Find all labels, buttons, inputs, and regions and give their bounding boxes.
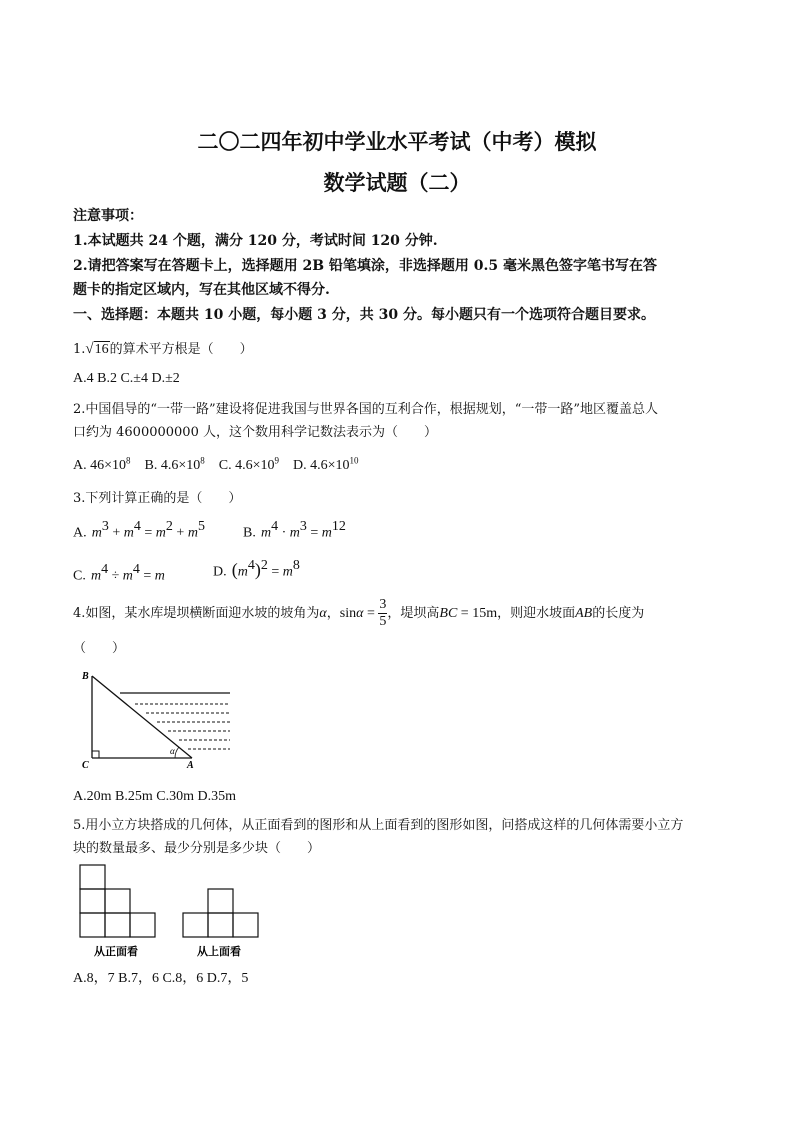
- q5-line-1: 5.用小立方块搭成的几何体，从正面看到的图形和从上面看到的图形如图，问搭成这样的几何体需要小立方: [73, 818, 684, 833]
- q2-line-1: 2.中国倡导的“一带一路”建设将促进我国与世界各国的互利合作，根据规划，“一带一路”地区覆盖总人: [73, 402, 658, 417]
- q2-line-2: 口约为 4600000000 人，这个数用科学记数法表示为（ ）: [73, 425, 437, 440]
- point-b-label: B: [82, 671, 89, 682]
- angle-alpha-label: α: [170, 746, 175, 756]
- q4-fraction: $\frac{3}{5}$: [379, 597, 387, 629]
- q2-option-c: C. $4.6\times 10^9$: [218, 455, 279, 473]
- q1-options: A.4 B.2 C.±4 D.±2: [73, 371, 180, 386]
- notes-item-2-cont: 题卡的指定区域内，写在其他区域不得分.: [73, 282, 330, 298]
- front-view-caption: 从正面看: [94, 945, 138, 958]
- notes-item-1: 1.本试题共 24 个题，满分 120 分，考试时间 120 分钟.: [73, 233, 438, 249]
- q3-option-b: B. $m^4 \cdot m^3 = m^{12}$: [243, 519, 346, 541]
- cube-views-figure: [76, 862, 276, 960]
- q2-option-b: B. $4.6\times 10^8$: [144, 455, 205, 473]
- q5-options: A.8，7 B.7，6 C.8，6 D.7，5: [73, 971, 249, 986]
- dam-cross-section-figure: [78, 666, 238, 770]
- q5-line-2: 块的数量最多、最少分别是多少块（ ）: [73, 841, 321, 856]
- exam-title: 二〇二四年初中学业水平考试（中考）模拟: [197, 129, 597, 154]
- q2-options: [73, 455, 359, 474]
- q3-option-d: D. $(m^4)^2 = m^8$: [213, 558, 300, 580]
- q1-radicand: 16: [94, 342, 109, 357]
- q2-option-d: D. $4.6\times 10^{10}$: [292, 455, 359, 473]
- q3-option-c: C. $m^4 \div m^4 = m$: [73, 562, 165, 584]
- exam-subtitle: 数学试题（二）: [323, 170, 471, 195]
- q2-option-a: A. $46\times 10^8$: [73, 455, 131, 473]
- q3-option-a: A. $m^3 + m^4 = m^2 + m^5$: [73, 519, 205, 541]
- q1-prefix: 1.: [73, 342, 86, 357]
- section-heading: 一、选择题：本题共 10 小题，每小题 3 分，共 30 分。每小题只有一个选项符合题目要求。: [73, 307, 655, 323]
- top-view-caption: 从上面看: [197, 945, 241, 958]
- sqrt-icon: √: [85, 341, 94, 357]
- point-a-label: A: [187, 760, 194, 770]
- notes-heading: 注意事项：: [73, 208, 143, 224]
- q3-stem: 3.下列计算正确的是（ ）: [73, 491, 242, 506]
- q4-options: A.20m B.25m C.30m D.35m: [73, 789, 236, 804]
- q1-stem: 的算术平方根是（ ）: [109, 342, 253, 357]
- point-c-label: C: [82, 760, 89, 770]
- q4-blank: （ ）: [73, 641, 126, 656]
- notes-item-2: 2.请把答案写在答题卡上，选择题用 2B 铅笔填涂，非选择题用 0.5 毫米黑色签字笔书写在答: [73, 258, 658, 274]
- question-1: [73, 338, 253, 358]
- q4-stem: 4.如图，某水库堤坝横断面迎水坡的坡角为α，sinα = $\frac{3}{5}$ ，堤坝高BC = 15m，则迎水坡面AB的长度为: [73, 597, 645, 629]
